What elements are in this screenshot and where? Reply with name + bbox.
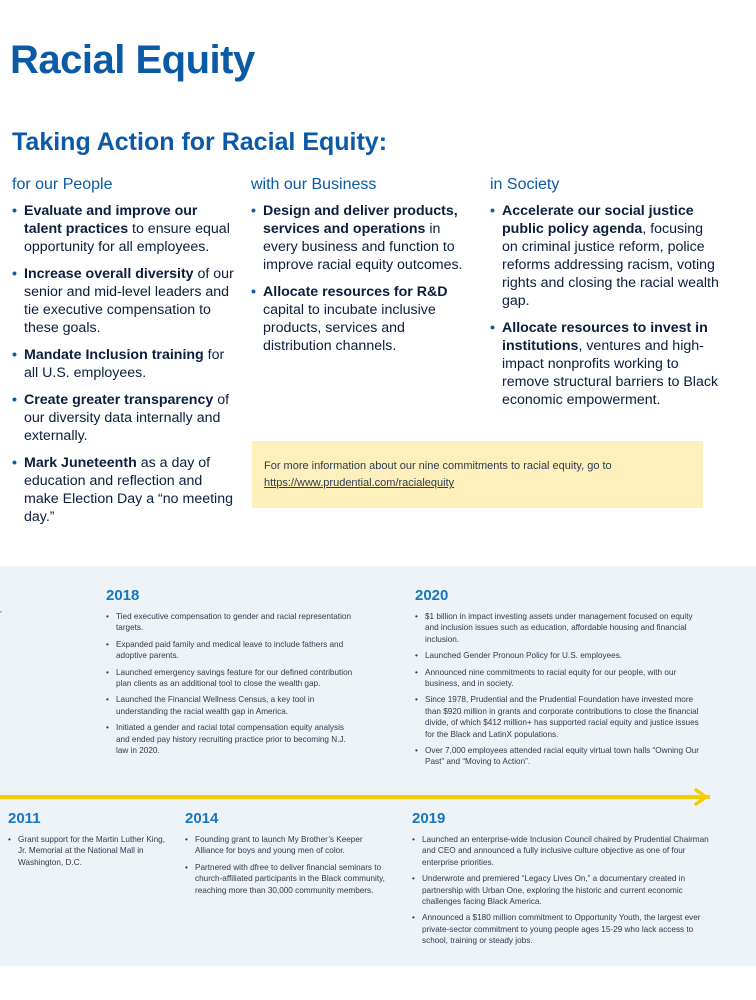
list-item: • Expanded paid family and medical leave to include fathers and adoptive parents.	[106, 639, 356, 662]
list-item: • Partnered with dfree to deliver financial seminars to church-affiliated participants in the Black community, reaching more than 30,000 community members.	[185, 862, 385, 896]
list-item: • Announced a $180 million commitment to Opportunity Youth, the largest ever private-sector commitment to young people ages 15-29 who lack access to school, training or steady jobs.	[412, 912, 712, 946]
list-item: • Mandate Inclusion training for all U.S. employees.	[12, 346, 236, 382]
timeline-year-2019	[412, 810, 712, 952]
column-society	[490, 176, 720, 418]
year-label: 2014	[185, 810, 219, 827]
arrow-right-icon	[692, 788, 710, 806]
list-item: • Create greater transparency of our diversity data internally and externally.	[12, 391, 236, 445]
list-item: • Launched Gender Pronoun Policy for U.S. employees.	[415, 650, 705, 661]
list-item: • Mark Juneteenth as a day of education and reflection and make Election Day a “no meeting day.”	[12, 454, 236, 526]
list-item: • Over 7,000 employees attended racial equity virtual town halls “Owning Our Past” and “Moving to Action”.	[415, 745, 705, 768]
list-item: • Launched the Financial Wellness Census, a key tool in understanding the racial wealth gap in America.	[106, 694, 356, 717]
column-business	[251, 176, 477, 364]
list-item: • Allocate resources for R&D capital to incubate inclusive products, services and distribution channels.	[251, 283, 477, 355]
list-item: • Launched an enterprise-wide Inclusion Council chaired by Prudential Chairman and CEO and announced a fully inclusive culture objective as one of four enterprise priorities.	[412, 834, 712, 868]
column-heading: for our People	[12, 176, 113, 193]
timeline-year-2020	[415, 587, 705, 773]
list-item: • Since 1978, Prudential and the Prudential Foundation have invested more than $920 million in grants and corporate contributions to close the financial divide, of which $412 million+ has supported racial equity and justice issues for the Black and LatinX populations.	[415, 694, 705, 740]
list-item: • $1 billion in impact investing assets under management focused on equity and inclusion issues such as education, affordable housing and financial inclusion.	[415, 611, 705, 645]
year-label: 2020	[415, 587, 449, 604]
page-title: Racial Equity	[10, 38, 255, 82]
list-item: • Founding grant to launch My Brother’s Keeper Alliance for boys and young men of color.	[185, 834, 385, 857]
racial-equity-link[interactable]: https://www.prudential.com/racialequity	[264, 477, 455, 489]
column-people	[12, 176, 236, 535]
info-text: For more information about our nine commitments to racial equity, go to	[264, 460, 612, 472]
list-item: • Allocate resources to invest in institutions, ventures and high-impact nonprofits working to remove structural barriers to Black economic empowerment.	[490, 319, 720, 409]
truncated-text	[0, 609, 40, 657]
list-item: • Evaluate and improve our talent practices to ensure equal opportunity for all employees.	[12, 202, 236, 256]
column-heading: with our Business	[251, 176, 377, 193]
list-item: • Announced nine commitments to racial equity for our people, with our business, and in society.	[415, 667, 705, 690]
list-item: • Accelerate our social justice public policy agenda, focusing on criminal justice reform, police reforms addressing racism, voting rights and closing the racial wealth gap.	[490, 202, 720, 310]
list-item: • Launched emergency savings feature for our defined contribution plan clients as an additional tool to close the wealth gap.	[106, 667, 356, 690]
info-callout	[252, 441, 703, 508]
list-item: • Tied executive compensation to gender and racial representation targets.	[106, 611, 356, 634]
list-item: • Grant support for the Martin Luther King, Jr. Memorial at the National Mall in Washington, D.C.	[8, 834, 168, 868]
year-label: 2019	[412, 810, 446, 827]
column-heading: in Society	[490, 176, 560, 193]
year-label: 2018	[106, 587, 140, 604]
timeline-year-2014	[185, 810, 385, 901]
list-item: • Underwrote and premiered “Legacy Lives On,” a documentary created in partnership with Urban One, exploring the historic and current economic challenges facing Black America.	[412, 873, 712, 907]
timeline-arrow-line	[0, 795, 710, 799]
list-item: • Increase overall diversity of our senior and mid-level leaders and tie executive compensation to these goals.	[12, 265, 236, 337]
timeline-year-2011	[8, 810, 168, 873]
list-item: • Design and deliver products, services and operations in every business and function to improve racial equity outcomes.	[251, 202, 477, 274]
section-subtitle: Taking Action for Racial Equity:	[12, 128, 388, 156]
year-label: 2011	[8, 810, 41, 827]
timeline-year-2018	[106, 587, 356, 761]
list-item: • Initiated a gender and racial total compensation equity analysis and ended pay history recruiting practice prior to becoming N.J. law in 2020.	[106, 722, 356, 756]
